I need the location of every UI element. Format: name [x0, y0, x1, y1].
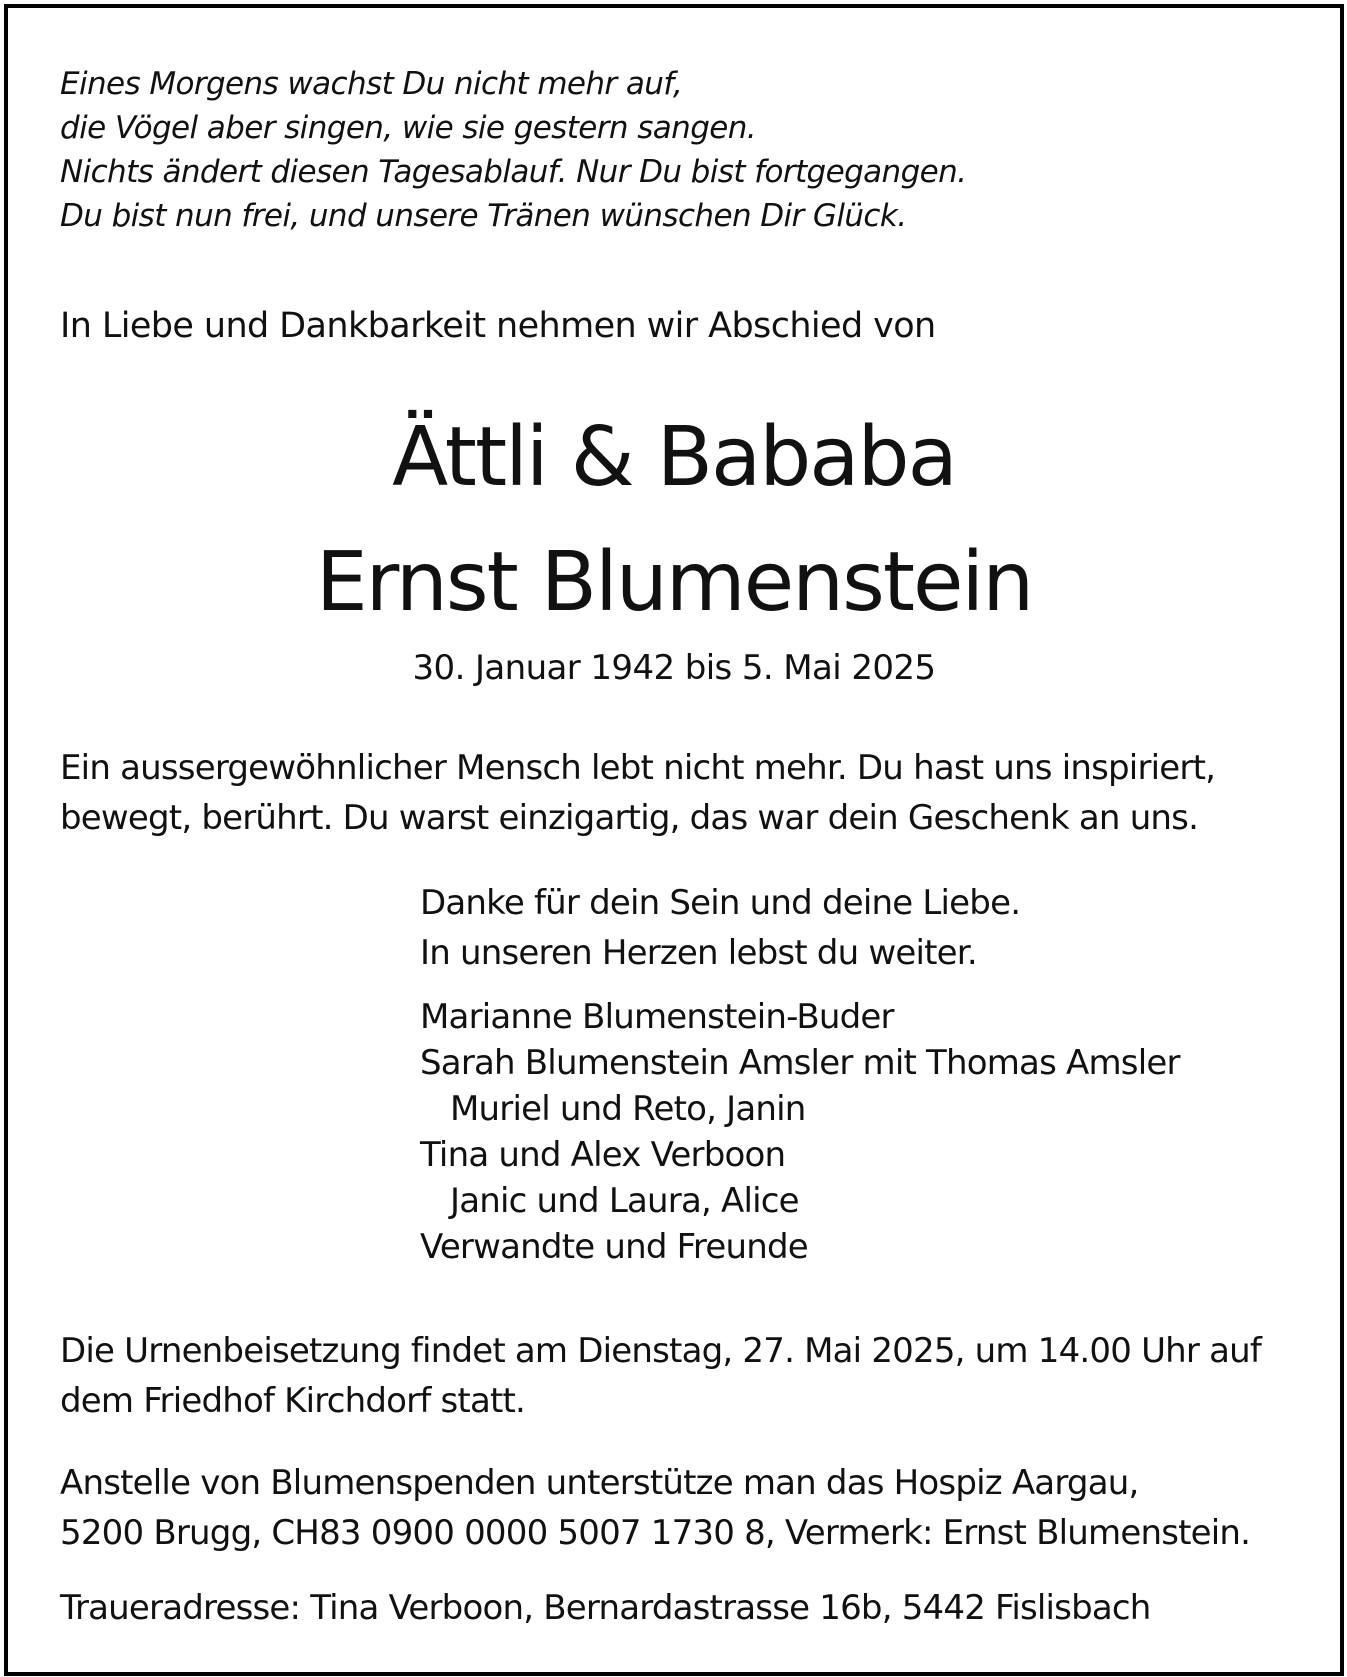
life-dates: 30. Januar 1942 bis 5. Mai 2025	[412, 648, 936, 688]
deceased-nickname: Ättli & Bababa	[392, 410, 956, 505]
thanks-line: In unseren Herzen lebst du weiter.	[420, 933, 977, 973]
poem-line: Eines Morgens wachst Du nicht mehr auf,	[60, 66, 683, 102]
donation-line: Anstelle von Blumenspenden unterstütze man das Hospiz Aargau,	[60, 1463, 1139, 1503]
tribute-line: Ein aussergewöhnlicher Mensch lebt nicht mehr. Du hast uns inspiriert,	[60, 748, 1216, 788]
deceased-name: Ernst Blumenstein	[315, 535, 1033, 630]
tribute-line: bewegt, berührt. Du warst einzigartig, das war dein Geschenk an uns.	[60, 798, 1199, 838]
family-member-sub: Muriel und Reto, Janin	[450, 1089, 806, 1129]
ceremony-line: Die Urnenbeisetzung findet am Dienstag, 27. Mai 2025, um 14.00 Uhr auf	[60, 1331, 1262, 1371]
mourning-address: Traueradresse: Tina Verboon, Bernardastrasse 16b, 5442 Fislisbach	[60, 1588, 1151, 1628]
poem-line: die Vögel aber singen, wie sie gestern sangen.	[60, 110, 757, 146]
family-member-sub: Janic und Laura, Alice	[450, 1181, 799, 1221]
family-list	[420, 994, 1180, 1270]
family-member: Tina und Alex Verboon	[420, 1135, 786, 1175]
ceremony-paragraph	[60, 1326, 1261, 1426]
thanks-line: Danke für dein Sein und deine Liebe.	[420, 883, 1021, 923]
family-member: Verwandte und Freunde	[420, 1227, 808, 1267]
family-member: Marianne Blumenstein-Buder	[420, 997, 894, 1037]
family-member: Sarah Blumenstein Amsler mit Thomas Amsler	[420, 1043, 1180, 1083]
intro-text: In Liebe und Dankbarkeit nehmen wir Abschied von	[60, 306, 936, 346]
tribute-paragraph	[60, 743, 1215, 843]
poem-line: Nichts ändert diesen Tagesablauf. Nur Du bist fortgegangen.	[60, 154, 967, 190]
donation-line: 5200 Brugg, CH83 0900 0000 5007 1730 8, Vermerk: Ernst Blumenstein.	[60, 1513, 1251, 1553]
donation-paragraph	[60, 1458, 1250, 1558]
poem	[60, 62, 966, 238]
ceremony-line: dem Friedhof Kirchdorf statt.	[60, 1381, 526, 1421]
obituary-notice	[4, 4, 1344, 1676]
poem-line: Du bist nun frei, und unsere Tränen wünschen Dir Glück.	[60, 198, 907, 234]
thanks-paragraph	[420, 878, 1020, 978]
